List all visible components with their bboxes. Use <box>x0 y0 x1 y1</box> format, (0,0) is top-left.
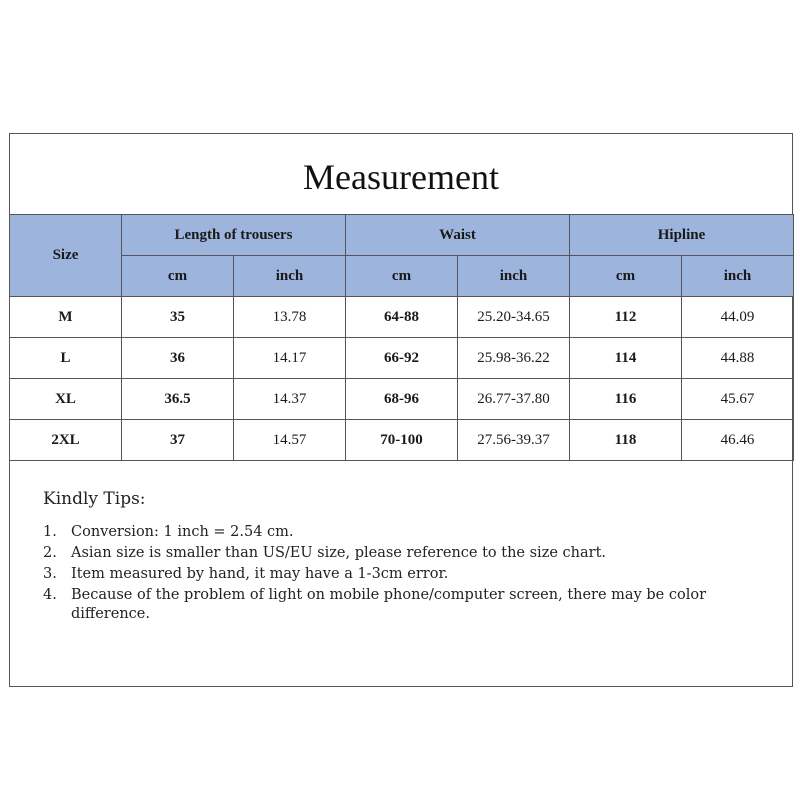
unit-header: cm <box>122 256 234 297</box>
hip-cm-cell: 114 <box>570 338 682 379</box>
hip-inch-cell: 44.09 <box>682 297 794 338</box>
table-header-row <box>10 215 794 256</box>
list-item-number: 3. <box>43 566 57 582</box>
table-row <box>10 338 794 379</box>
unit-header: inch <box>682 256 794 297</box>
list-item-text: Item measured by hand, it may have a 1-3cm error. <box>71 566 449 582</box>
table-row <box>10 379 794 420</box>
waist-cm-cell: 66-92 <box>346 338 458 379</box>
length-inch-cell: 14.37 <box>234 379 346 420</box>
hip-inch-cell: 44.88 <box>682 338 794 379</box>
unit-header: inch <box>458 256 570 297</box>
list-item-number: 1. <box>43 524 57 540</box>
length-group-header: Length of trousers <box>122 215 346 256</box>
unit-header: cm <box>346 256 458 297</box>
page-title: Measurement <box>303 157 499 197</box>
hip-inch-cell: 46.46 <box>682 420 794 461</box>
size-cell: 2XL <box>10 420 122 461</box>
waist-inch-cell: 26.77-37.80 <box>458 379 570 420</box>
table-row <box>10 297 794 338</box>
list-item <box>43 565 763 584</box>
kindly-tips-section <box>43 489 763 626</box>
waist-cm-cell: 64-88 <box>346 297 458 338</box>
table-row <box>10 420 794 461</box>
size-column-header: Size <box>10 215 122 297</box>
length-inch-cell: 14.57 <box>234 420 346 461</box>
waist-cm-cell: 70-100 <box>346 420 458 461</box>
list-item-text: Asian size is smaller than US/EU size, please reference to the size chart. <box>71 545 606 561</box>
hipline-group-header: Hipline <box>570 215 794 256</box>
length-cm-cell: 37 <box>122 420 234 461</box>
hip-cm-cell: 112 <box>570 297 682 338</box>
length-cm-cell: 36 <box>122 338 234 379</box>
waist-inch-cell: 25.98-36.22 <box>458 338 570 379</box>
waist-group-header: Waist <box>346 215 570 256</box>
length-cm-cell: 35 <box>122 297 234 338</box>
hip-cm-cell: 118 <box>570 420 682 461</box>
list-item <box>43 586 763 624</box>
unit-header: inch <box>234 256 346 297</box>
size-cell: M <box>10 297 122 338</box>
hip-inch-cell: 45.67 <box>682 379 794 420</box>
table-unit-row <box>10 256 794 297</box>
size-chart-table <box>9 214 794 461</box>
size-cell: L <box>10 338 122 379</box>
list-item-text: Conversion: 1 inch = 2.54 cm. <box>71 524 294 540</box>
length-cm-cell: 36.5 <box>122 379 234 420</box>
waist-inch-cell: 27.56-39.37 <box>458 420 570 461</box>
waist-inch-cell: 25.20-34.65 <box>458 297 570 338</box>
waist-cm-cell: 68-96 <box>346 379 458 420</box>
size-cell: XL <box>10 379 122 420</box>
hip-cm-cell: 116 <box>570 379 682 420</box>
tips-title: Kindly Tips: <box>43 489 146 509</box>
tips-list <box>43 523 763 624</box>
list-item <box>43 544 763 563</box>
list-item-text: Because of the problem of light on mobile phone/computer screen, there may be color difference. <box>71 587 706 622</box>
list-item <box>43 523 763 542</box>
list-item-number: 2. <box>43 545 57 561</box>
unit-header: cm <box>570 256 682 297</box>
length-inch-cell: 14.17 <box>234 338 346 379</box>
length-inch-cell: 13.78 <box>234 297 346 338</box>
measurement-card <box>9 133 793 687</box>
list-item-number: 4. <box>43 587 57 603</box>
